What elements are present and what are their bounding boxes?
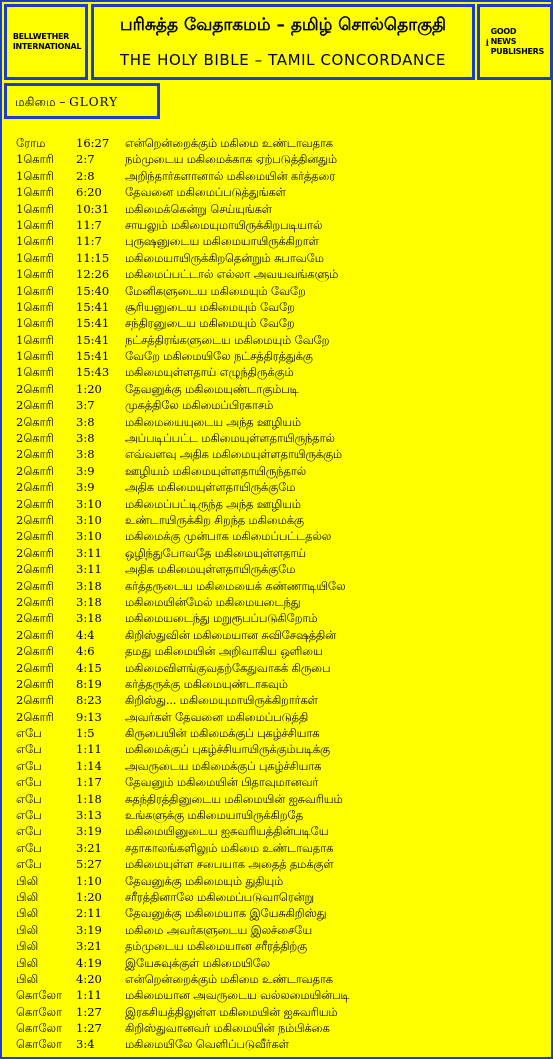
book-abbrev: 2கொரி	[16, 529, 54, 544]
list-item	[2, 774, 553, 790]
book-abbrev: 2கொரி	[16, 431, 54, 446]
list-item	[2, 660, 553, 676]
verse-phrase: தேவனுக்கு மகிமையாக இயேசுகிறிஸ்து	[125, 906, 327, 921]
verse-reference: 2:7	[76, 152, 95, 167]
verse-reference: 1:18	[76, 791, 102, 806]
list-item	[2, 283, 553, 299]
title-english: THE HOLY BIBLE – TAMIL CONCORDANCE	[119, 51, 447, 69]
verse-reference: 3:18	[76, 611, 102, 626]
verse-reference: 16:27	[76, 136, 110, 150]
publisher-logo-left	[4, 4, 88, 80]
verse-phrase: மகிமையடைந்து மறுரூபப்படுகிறோம்	[125, 611, 318, 626]
list-item	[2, 381, 553, 397]
verse-phrase: நட்சத்திரங்களுடைய மகிமையும் வேறே	[125, 332, 330, 347]
header	[2, 2, 553, 82]
concordance-list	[2, 135, 553, 1053]
list-item	[2, 856, 553, 872]
verse-reference: 15:41	[76, 299, 110, 314]
verse-phrase: தேவனுக்கு மகிமையும் துதியும்	[125, 873, 284, 888]
book-abbrev: எபே	[16, 808, 42, 823]
book-abbrev: எபே	[16, 726, 42, 741]
list-item	[2, 627, 553, 643]
verse-reference: 1:20	[76, 381, 102, 396]
book-abbrev: 1கொரி	[16, 267, 54, 282]
list-item	[2, 840, 553, 856]
topic-heading	[15, 95, 118, 111]
book-abbrev: பிலி	[16, 873, 39, 888]
verse-reference: 3:18	[76, 578, 102, 593]
verse-reference: 1:27	[76, 1004, 102, 1019]
list-item	[2, 905, 553, 921]
list-item	[2, 725, 553, 741]
list-item	[2, 266, 553, 282]
book-abbrev: 1கொரி	[16, 217, 54, 232]
publisher-logo-right	[477, 4, 553, 80]
book-abbrev: 2கொரி	[16, 693, 54, 708]
list-item	[2, 578, 553, 594]
topic-tamil: மகிமை	[15, 95, 56, 109]
logo-right-line-2: PUBLISHERS	[490, 47, 544, 56]
verse-phrase: என்றென்றைக்கும் மகிமை உண்டாவதாக	[125, 136, 333, 150]
verse-phrase: புருஷனுடைய மகிமையாயிருக்கிறாள்	[125, 234, 319, 249]
verse-phrase: இயேசுவுக்குள் மகிமையிலே	[125, 955, 270, 970]
verse-reference: 3:9	[76, 480, 95, 495]
book-abbrev: 1கொரி	[16, 332, 54, 347]
verse-phrase: மகிமையுள்ளதாய் எழுந்திருக்கும்	[125, 365, 294, 380]
book-abbrev: பிலி	[16, 971, 39, 986]
verse-phrase: மகிமையான அவருடைய வல்லமையின்படி	[125, 988, 350, 1003]
tower-icon	[486, 22, 489, 62]
verse-phrase: மகிமைக்குப் புகழ்ச்சியாயிருக்கும்படிக்கு	[125, 742, 330, 757]
title-box	[91, 4, 475, 80]
list-item	[2, 332, 553, 348]
book-abbrev: எபே	[16, 791, 42, 806]
book-abbrev: 2கொரி	[16, 660, 54, 675]
verse-phrase: அதிக மகிமையுள்ளதாயிருக்குமே	[125, 480, 296, 495]
verse-phrase: மகிமைக்கென்று செய்யுங்கள்	[125, 201, 272, 216]
book-abbrev: 1கொரி	[16, 299, 54, 314]
book-abbrev: 1கொரி	[16, 201, 54, 216]
verse-phrase: சுதந்திரத்தினுடைய மகிமையின் ஐசுவரியம்	[125, 791, 343, 806]
verse-phrase: என்றென்றைக்கும் மகிமை உண்டாவதாக	[125, 971, 333, 986]
book-abbrev: பிலி	[16, 955, 39, 970]
verse-reference: 6:20	[76, 185, 102, 200]
verse-phrase: மகிமைப்பட்டிருந்த அந்த ஊழியம்	[125, 496, 301, 511]
verse-phrase: அப்படிப்பட்ட மகிமையுள்ளதாயிருந்தால்	[125, 431, 335, 446]
verse-reference: 1:11	[76, 742, 102, 757]
verse-phrase: கிறிஸ்துவின் மகிமையான சுவிசேஷத்தின்	[125, 627, 337, 642]
verse-phrase: மகிமையிலே வெளிப்படுவீர்கள்	[125, 1037, 289, 1052]
verse-phrase: சூரியனுடைய மகிமையும் வேறே	[125, 299, 295, 314]
book-abbrev: 2கொரி	[16, 480, 54, 495]
verse-phrase: கர்த்தருடைய மகிமையைக் கண்ணாடியிலே	[125, 578, 346, 593]
book-abbrev: பிலி	[16, 922, 39, 937]
list-item	[2, 414, 553, 430]
verse-reference: 2:11	[76, 906, 102, 921]
list-item	[2, 528, 553, 544]
list-item	[2, 807, 553, 823]
list-item	[2, 545, 553, 561]
verse-phrase: தேவனும் மகிமையின் பிதாவுமானவர்	[125, 775, 319, 790]
verse-reference: 4:4	[76, 627, 95, 642]
book-abbrev: பிலி	[16, 939, 39, 954]
verse-reference: 3:10	[76, 512, 102, 527]
list-item	[2, 594, 553, 610]
book-abbrev: கொலோ	[16, 1021, 63, 1036]
verse-reference: 3:7	[76, 398, 95, 413]
verse-phrase: கிருபையின் மகிமைக்குப் புகழ்ச்சியாக	[125, 726, 320, 741]
list-item	[2, 873, 553, 889]
verse-phrase: கர்த்தருக்கு மகிமையுண்டாகவும்	[125, 676, 288, 691]
topic-box	[4, 83, 160, 119]
verse-reference: 3:21	[76, 840, 102, 855]
book-abbrev: எபே	[16, 857, 42, 872]
book-abbrev: 2கொரி	[16, 496, 54, 511]
verse-reference: 3:8	[76, 431, 95, 446]
verse-reference: 3:8	[76, 414, 95, 429]
verse-phrase: கிறிஸ்து... மகிமையுமாயிருக்கிறார்கள்	[125, 693, 318, 708]
list-item	[2, 889, 553, 905]
book-abbrev: 2கொரி	[16, 381, 54, 396]
list-item	[2, 364, 553, 380]
verse-phrase: அவர்கள் தேவனை மகிமைப்படுத்தி	[125, 709, 309, 724]
book-abbrev: 2கொரி	[16, 545, 54, 560]
title-tamil: பரிசுத்த வேதாகமம் – தமிழ் சொல்தொகுதி	[119, 15, 447, 35]
book-abbrev: 1கொரி	[16, 234, 54, 249]
verse-phrase: நம்முடைய மகிமைக்காக ஏற்படுத்தினதும்	[125, 152, 337, 167]
logo-left-line-1: BELLWETHER	[12, 32, 70, 41]
verse-reference: 1:27	[76, 1021, 102, 1036]
book-abbrev: 1கொரி	[16, 250, 54, 265]
book-abbrev: 1கொரி	[16, 349, 54, 364]
verse-reference: 12:26	[76, 267, 110, 282]
verse-phrase: முகத்திலே மகிமைப்பிரகாசம்	[125, 398, 274, 413]
verse-phrase: ஒழிந்துபோவதே மகிமையுள்ளதாய்	[125, 545, 306, 560]
book-abbrev: எபே	[16, 758, 42, 773]
verse-phrase: அவருடைய மகிமைக்குப் புகழ்ச்சியாக	[125, 758, 322, 773]
verse-phrase: ஊழியம் மகிமையுள்ளதாயிருந்தால்	[125, 463, 306, 478]
verse-reference: 15:40	[76, 283, 110, 298]
verse-phrase: இரகசியத்திலுள்ள மகிமையின் ஐசுவரியம்	[125, 1004, 338, 1019]
verse-phrase: உண்டாயிருக்கிற சிறந்த மகிமைக்கு	[125, 512, 304, 527]
verse-reference: 3:13	[76, 808, 102, 823]
book-abbrev: பிலி	[16, 906, 39, 921]
verse-phrase: மகிமையுள்ள சபையாக அதைத் தமக்குள்	[125, 857, 334, 872]
book-abbrev: எபே	[16, 824, 42, 839]
verse-reference: 11:7	[76, 217, 102, 232]
list-item	[2, 938, 553, 954]
verse-reference: 3:8	[76, 447, 95, 462]
verse-phrase: மகிமையினுடைய ஐசுவரியத்தின்படியே	[125, 824, 329, 839]
book-abbrev: 2கொரி	[16, 611, 54, 626]
list-item	[2, 758, 553, 774]
list-item	[2, 709, 553, 725]
verse-phrase: எவ்வளவு அதிக மகிமையுள்ளதாயிருக்கும்	[125, 447, 342, 462]
book-abbrev: 2கொரி	[16, 627, 54, 642]
verse-phrase: தேவனுக்கு மகிமையுண்டாகும்படி	[125, 381, 299, 396]
topic-separator: –	[59, 95, 66, 109]
verse-reference: 1:20	[76, 889, 102, 904]
verse-phrase: மகிமையாயிருக்கிறதென்றும் சுபாவமே	[125, 250, 324, 265]
verse-reference: 3:18	[76, 594, 102, 609]
list-item	[2, 922, 553, 938]
book-abbrev: 1கொரி	[16, 152, 54, 167]
verse-reference: 4:15	[76, 660, 102, 675]
list-item	[2, 791, 553, 807]
book-abbrev: 1கொரி	[16, 316, 54, 331]
verse-phrase: அறிந்தார்களானால் மகிமையின் கர்த்தரை	[125, 168, 336, 183]
list-item	[2, 987, 553, 1003]
book-abbrev: எபே	[16, 775, 42, 790]
verse-phrase: கிறிஸ்துவானவர் மகிமையின் நம்பிக்கை	[125, 1021, 330, 1036]
book-abbrev: 2கொரி	[16, 398, 54, 413]
verse-reference: 15:43	[76, 365, 110, 380]
book-abbrev: 1கொரி	[16, 365, 54, 380]
verse-phrase: தம்முடைய மகிமையான சரீரத்திற்கு	[125, 939, 307, 954]
logo-right-line-1: GOOD NEWS	[490, 27, 517, 46]
verse-phrase: அதிக மகிமையுள்ளதாயிருக்குமே	[125, 562, 296, 577]
verse-phrase: சதாகாலங்களிலும் மகிமை உண்டாவதாக	[125, 840, 334, 855]
book-abbrev: 2கொரி	[16, 594, 54, 609]
list-item	[2, 168, 553, 184]
list-item	[2, 250, 553, 266]
verse-phrase: மகிமை அவர்களுடைய இலச்சையே	[125, 922, 312, 937]
verse-reference: 10:31	[76, 201, 110, 216]
book-abbrev: 1கொரி	[16, 168, 54, 183]
list-item	[2, 1020, 553, 1036]
verse-reference: 3:21	[76, 939, 102, 954]
verse-reference: 4:20	[76, 971, 102, 986]
verse-reference: 1:11	[76, 988, 102, 1003]
list-item	[2, 397, 553, 413]
book-abbrev: 2கொரி	[16, 578, 54, 593]
verse-reference: 3:11	[76, 545, 102, 560]
list-item	[2, 446, 553, 462]
list-item	[2, 201, 553, 217]
verse-reference: 9:13	[76, 709, 102, 724]
list-item	[2, 299, 553, 315]
list-item	[2, 955, 553, 971]
book-abbrev: 2கொரி	[16, 512, 54, 527]
list-item	[2, 233, 553, 249]
book-abbrev: கொலோ	[16, 1004, 63, 1019]
list-item	[2, 430, 553, 446]
verse-reference: 3:19	[76, 824, 102, 839]
logo-left-line-2: INTERNATIONAL	[12, 42, 82, 51]
book-abbrev: கொலோ	[16, 1037, 63, 1052]
verse-reference: 5:27	[76, 857, 102, 872]
verse-reference: 3:11	[76, 562, 102, 577]
verse-phrase: மகிமையின்மேல் மகிமையடைந்து	[125, 594, 301, 609]
verse-reference: 3:19	[76, 922, 102, 937]
verse-phrase: வேறே மகிமையிலே நட்சத்திரத்துக்கு	[125, 349, 313, 364]
topic-english: GLORY	[69, 95, 119, 109]
list-item	[2, 971, 553, 987]
book-abbrev: 2கொரி	[16, 676, 54, 691]
verse-phrase: மகிமையையுடைய அந்த ஊழியம்	[125, 414, 301, 429]
verse-reference: 1:5	[76, 726, 95, 741]
list-item	[2, 1036, 553, 1052]
verse-phrase: சரீரத்தினாலே மகிமைப்படுவாரென்று	[125, 889, 314, 904]
list-item	[2, 315, 553, 331]
verse-phrase: மகிமைவிளங்குவதற்கேதுவாகக் கிருபை	[125, 660, 331, 675]
verse-reference: 11:7	[76, 234, 102, 249]
verse-reference: 1:14	[76, 758, 102, 773]
book-abbrev: எபே	[16, 840, 42, 855]
list-item	[2, 479, 553, 495]
list-item	[2, 217, 553, 233]
list-item	[2, 463, 553, 479]
book-abbrev: 2கொரி	[16, 562, 54, 577]
verse-phrase: சந்திரனுடைய மகிமையும் வேறே	[125, 316, 295, 331]
verse-phrase: தேவனை மகிமைப்படுத்துங்கள்	[125, 185, 286, 200]
verse-reference: 3:4	[76, 1037, 95, 1052]
list-item	[2, 676, 553, 692]
list-item	[2, 823, 553, 839]
book-abbrev: 2கொரி	[16, 447, 54, 462]
verse-reference: 15:41	[76, 349, 110, 364]
verse-reference: 4:6	[76, 644, 95, 659]
book-abbrev: 1கொரி	[16, 185, 54, 200]
verse-reference: 1:17	[76, 775, 102, 790]
verse-reference: 2:8	[76, 168, 95, 183]
list-item	[2, 741, 553, 757]
book-abbrev: ரோம	[16, 136, 46, 150]
verse-phrase: உங்களுக்கு மகிமையாயிருக்கிறதே	[125, 808, 303, 823]
list-item	[2, 184, 553, 200]
list-item	[2, 496, 553, 512]
verse-phrase: மேனிகளுடைய மகிமையும் வேறே	[125, 283, 306, 298]
verse-phrase: சாயலும் மகிமையுமாயிருக்கிறபடியால்	[125, 217, 323, 232]
list-item	[2, 643, 553, 659]
book-abbrev: பிலி	[16, 889, 39, 904]
book-abbrev: 2கொரி	[16, 414, 54, 429]
list-item	[2, 692, 553, 708]
verse-reference: 3:9	[76, 463, 95, 478]
list-item	[2, 1004, 553, 1020]
verse-reference: 8:19	[76, 676, 102, 691]
verse-reference: 8:23	[76, 693, 102, 708]
list-item	[2, 512, 553, 528]
verse-reference: 3:10	[76, 529, 102, 544]
book-abbrev: எபே	[16, 742, 42, 757]
verse-reference: 11:15	[76, 250, 110, 265]
verse-phrase: மகிமைப்பட்டால் எல்லா அவயவங்களும்	[125, 267, 339, 282]
verse-reference: 3:10	[76, 496, 102, 511]
list-item	[2, 151, 553, 167]
list-item	[2, 610, 553, 626]
book-abbrev: கொலோ	[16, 988, 63, 1003]
verse-reference: 15:41	[76, 316, 110, 331]
list-item	[2, 348, 553, 364]
verse-phrase: மகிமைக்கு முன்பாக மகிமைப்பட்டதல்ல	[125, 529, 332, 544]
verse-reference: 15:41	[76, 332, 110, 347]
list-item	[2, 561, 553, 577]
book-abbrev: 2கொரி	[16, 644, 54, 659]
verse-phrase: தமது மகிமையின் அறிவாகிய ஒளியை	[125, 644, 323, 659]
book-abbrev: 2கொரி	[16, 709, 54, 724]
verse-reference: 1:10	[76, 873, 102, 888]
book-abbrev: 1கொரி	[16, 283, 54, 298]
list-item	[2, 135, 553, 151]
book-abbrev: 2கொரி	[16, 463, 54, 478]
verse-reference: 4:19	[76, 955, 102, 970]
